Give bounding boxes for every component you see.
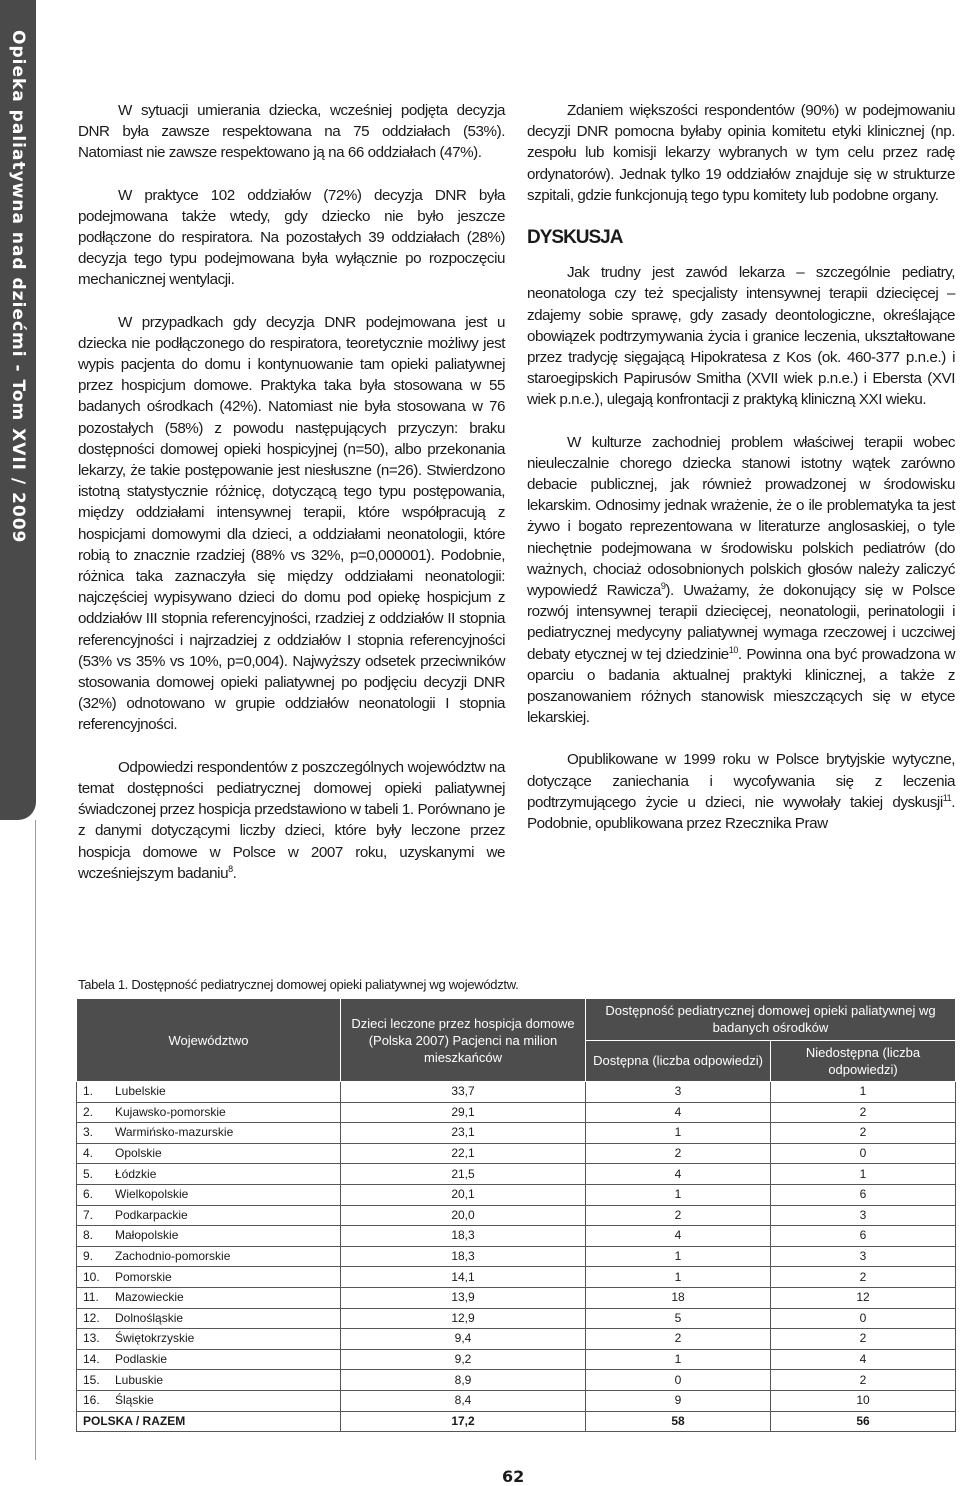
row-number: 13. (77, 1329, 110, 1350)
row-hospice: 9,2 (341, 1349, 586, 1370)
row-available: 2 (586, 1143, 771, 1164)
row-hospice: 18,3 (341, 1246, 586, 1267)
row-available: 0 (586, 1370, 771, 1391)
row-hospice: 23,1 (341, 1123, 586, 1144)
row-number: 6. (77, 1184, 110, 1205)
row-unavailable: 2 (771, 1370, 956, 1391)
right-paragraph-4 (527, 749, 955, 834)
row-hospice: 8,9 (341, 1370, 586, 1391)
row-region: Warmińsko-mazurskie (109, 1123, 341, 1144)
row-region: Lubelskie (109, 1082, 341, 1103)
header-region: Województwo (77, 999, 341, 1082)
row-number: 16. (77, 1390, 110, 1411)
row-unavailable: 3 (771, 1205, 956, 1226)
left-paragraph-4 (78, 757, 505, 884)
row-available: 1 (586, 1349, 771, 1370)
row-hospice: 13,9 (341, 1287, 586, 1308)
row-hospice: 33,7 (341, 1082, 586, 1103)
row-unavailable: 0 (771, 1143, 956, 1164)
row-available: 4 (586, 1226, 771, 1247)
row-unavailable: 2 (771, 1123, 956, 1144)
row-available: 9 (586, 1390, 771, 1411)
row-number: 8. (77, 1226, 110, 1247)
row-region: Wielkopolskie (109, 1184, 341, 1205)
row-hospice: 20,1 (341, 1184, 586, 1205)
row-region: Łódzkie (109, 1164, 341, 1185)
row-hospice: 22,1 (341, 1143, 586, 1164)
row-hospice: 18,3 (341, 1226, 586, 1247)
footnote-ref-11: 11 (942, 792, 952, 803)
table-row (77, 1370, 956, 1391)
table-row (77, 1329, 956, 1350)
total-available: 58 (586, 1411, 771, 1432)
row-hospice: 14,1 (341, 1267, 586, 1288)
row-number: 2. (77, 1102, 110, 1123)
row-region: Pomorskie (109, 1267, 341, 1288)
row-available: 3 (586, 1082, 771, 1103)
section-heading: DYSKUSJA (527, 227, 623, 249)
row-available: 5 (586, 1308, 771, 1329)
row-region: Zachodnio-pomorskie (109, 1246, 341, 1267)
table-row (77, 1102, 956, 1123)
row-number: 14. (77, 1349, 110, 1370)
row-region: Dolnośląskie (109, 1308, 341, 1329)
row-unavailable: 2 (771, 1329, 956, 1350)
row-hospice: 12,9 (341, 1308, 586, 1329)
row-hospice: 21,5 (341, 1164, 586, 1185)
right-paragraph-3-c: . Powinna ona być prowadzona w oparciu o badania aktualnej praktyki klinicznej, a także z poszanowaniem różnych stanowisk mieszczących się w etyce lekarskiej. (527, 645, 955, 727)
table-caption: Tabela 1. Dostępność pediatrycznej domowej opieki paliatywnej wg województw. (78, 977, 519, 992)
row-available: 2 (586, 1205, 771, 1226)
row-available: 1 (586, 1267, 771, 1288)
footnote-ref-9: 9 (660, 581, 666, 591)
total-unavailable: 56 (771, 1411, 956, 1432)
row-available: 4 (586, 1164, 771, 1185)
row-unavailable: 0 (771, 1308, 956, 1329)
availability-table (76, 998, 956, 1432)
table-total-row (77, 1411, 956, 1432)
row-region: Lubuskie (109, 1370, 341, 1391)
row-number: 3. (77, 1123, 110, 1144)
left-paragraph-2: W praktyce 102 oddziałów (72%) decyzja DNR była podejmowana także wtedy, gdy dziecko nie było jeszcze podłączone do respiratora. Na pozostałych 39 oddziałach (28%) decyzja tego typu podejmowana była wyłącznie po rozpoczęciu mechanicznej wentylacji. (78, 186, 505, 289)
table-row (77, 1082, 956, 1103)
table-row (77, 1390, 956, 1411)
row-unavailable: 2 (771, 1267, 956, 1288)
table-row (77, 1349, 956, 1370)
header-availability: Dostępność pediatrycznej domowej opieki paliatywnej wg badanych ośrodków (586, 999, 956, 1041)
row-region: Świętokrzyskie (109, 1329, 341, 1350)
header-available: Dostępna (liczba odpowiedzi) (586, 1040, 771, 1082)
row-number: 9. (77, 1246, 110, 1267)
right-paragraph-3-b: ). Uważamy, że dokonujący się w Polsce rozwój intensywnej terapii dziecięcej, neonatologii, perinatologii i pediatrycznej medycyny paliatywnej wymaga rzeczowej i uczciwej debaty etycznej w tej dziedzinie (527, 582, 955, 663)
table-row (77, 1123, 956, 1144)
table-row (77, 1226, 956, 1247)
table-row (77, 1287, 956, 1308)
header-unavailable: Niedostępna (liczba odpowiedzi) (771, 1040, 956, 1082)
left-paragraph-4-tail: . (232, 864, 237, 882)
row-number: 10. (77, 1267, 110, 1288)
row-unavailable: 1 (771, 1082, 956, 1103)
row-number: 7. (77, 1205, 110, 1226)
row-available: 2 (586, 1329, 771, 1350)
right-paragraph-3-a: W kulturze zachodniej problem właściwej terapii wobec nieuleczalnie chorego dziecka stanowi istotny wątek zarówno debacie publicznej, jak również prowadzonej w środowisku lekarskim. Odnosimy jednak wrażenie, że o ile problematyka ta jest żywo i bogato reprezentowana w literaturze anglosaskiej, o tyle niechętnie podejmowana w środowisku polskich pediatrów (do ważnych, chociaż odosobnionych polskich głosów należy zaliczyć wypowiedź Rawicza (527, 433, 955, 600)
left-column (78, 100, 505, 905)
right-paragraph-2: Jak trudny jest zawód lekarza – szczególnie pediatry, neonatologa czy też specjalisty intensywnej terapii dziecięcej – zdajemy sobie sprawę, gdy zasady deontologiczne, określające obowiązek podtrzymywania życia i granice leczenia, ukształtowane przez tradycję sięgającą Hipokratesa z Kos (ok. 460-377 p.n.e.) i staroegipskich Papirusów Smitha (XVII wiek p.n.e.) i Ebersta (XVI wiek p.n.e.), ulegają konfrontacji z praktyką kliniczną XXI wieku. (527, 264, 955, 409)
row-region: Opolskie (109, 1143, 341, 1164)
footnote-ref-10: 10 (728, 644, 738, 655)
row-available: 1 (586, 1246, 771, 1267)
table-row (77, 1164, 956, 1185)
row-region: Mazowieckie (109, 1287, 341, 1308)
row-region: Śląskie (109, 1390, 341, 1411)
row-hospice: 9,4 (341, 1329, 586, 1350)
row-unavailable: 4 (771, 1349, 956, 1370)
row-available: 1 (586, 1184, 771, 1205)
row-number: 4. (77, 1143, 110, 1164)
total-label: POLSKA / RAZEM (77, 1411, 341, 1432)
left-paragraph-1: W sytuacji umierania dziecka, wcześniej podjęta decyzja DNR była zawsze respektowana na 75 oddziałach (53%). Natomiast nie zawsze respektowano ją na 66 oddziałach (47%). (78, 102, 505, 162)
table-row (77, 1205, 956, 1226)
row-unavailable: 6 (771, 1184, 956, 1205)
row-hospice: 29,1 (341, 1102, 586, 1123)
page-number: 62 (502, 1467, 525, 1486)
left-paragraph-4-text: Odpowiedzi respondentów z poszczególnych województw na temat dostępności pediatrycznej domowej opieki paliatywnej świadczonej przez hospicja przedstawiono w tabeli 1. Porównano je z danymi dotyczącymi liczby dzieci, które były leczone przez hospicja domowe w Polsce w 2007 roku, uzyskanymi we wcześniejszym badaniu (78, 758, 505, 882)
row-hospice: 20,0 (341, 1205, 586, 1226)
row-region: Podkarpackie (109, 1205, 341, 1226)
side-divider (35, 820, 36, 1460)
right-paragraph-1: Zdaniem większości respondentów (90%) w podejmowaniu decyzji DNR pomocna byłaby opinia komitetu etyki klinicznej (np. zespołu lub komisji lekarzy wybranych w tym celu przez radę ordynatorów). Jednak tylko 19 oddziałów znajduje się w strukturze szpitali, gdzie funkcjonują tego typu komitety lub podobne organy. (527, 102, 955, 204)
row-unavailable: 3 (771, 1246, 956, 1267)
table-row (77, 1143, 956, 1164)
table-row (77, 1246, 956, 1267)
journal-side-title: Opieka paliatywna nad dziećmi - Tom XVII / 2009 (8, 30, 28, 544)
row-hospice: 8,4 (341, 1390, 586, 1411)
row-number: 15. (77, 1370, 110, 1391)
right-column (527, 100, 955, 855)
row-number: 5. (77, 1164, 110, 1185)
total-hospice: 17,2 (341, 1411, 586, 1432)
row-region: Kujawsko-pomorskie (109, 1102, 341, 1123)
table-body (77, 1082, 956, 1412)
row-unavailable: 10 (771, 1390, 956, 1411)
left-paragraph-3: W przypadkach gdy decyzja DNR podejmowana jest u dziecka nie podłączonego do respiratora, teoretycznie możliwy jest wypis pacjenta do domu i kontynuowanie tam opieki paliatywnej przez hospicjum domowe. Praktyka taka była stosowana w 55 badanych ośrodkach (42%). Natomiast nie była stosowana w 76 pozostałych (58%) z powodu następujących przyczyn: braku dostępności domowej opieki hospicyjnej (n=50), albo przekonania lekarzy, że takie postępowanie jest niesłuszne (n=26). Stwierdzono istotną statystycznie różnicę, dotyczącą tego typu postępowania, między oddziałami intensywnej terapii, które współpracują z hospicjami domowymi dla dzieci, a oddziałami neonatologii, które robią to znacznie rzadziej (88% vs 32%, p=0,000001). Podobnie, różnica taka zaznaczyła się między oddziałami neonatologii: najczęściej wypisywano dzieci do domu pod opiekę hospicjum z oddziałów III stopnia referencyjności, rzadziej z oddziałów II stopnia referencyjności i najrzadziej z oddziałów I stopnia referencyjności (53% vs 35% vs 10%, p=0,004). Najwyższy odsetek przeciwników stosowania domowej opieki paliatywnej po podjęciu decyzji DNR (32%) odnotowano w grupie oddziałów neonatologii I stopnia referencyjności. (78, 313, 505, 734)
row-unavailable: 6 (771, 1226, 956, 1247)
row-region: Podlaskie (109, 1349, 341, 1370)
row-number: 12. (77, 1308, 110, 1329)
row-available: 1 (586, 1123, 771, 1144)
row-available: 18 (586, 1287, 771, 1308)
table-row (77, 1308, 956, 1329)
table-row (77, 1184, 956, 1205)
row-number: 11. (77, 1287, 110, 1308)
row-region: Małopolskie (109, 1226, 341, 1247)
right-paragraph-3 (527, 432, 955, 729)
footnote-ref-8: 8 (228, 863, 233, 874)
header-hospice: Dzieci leczone przez hospicja domowe (Polska 2007) Pacjenci na milion mieszkańców (341, 999, 586, 1082)
row-number: 1. (77, 1082, 110, 1103)
row-unavailable: 2 (771, 1102, 956, 1123)
table-row (77, 1267, 956, 1288)
right-paragraph-4-a: Opublikowane w 1999 roku w Polsce brytyjskie wytyczne, dotyczące zaniechania i wycofywania się z leczenia podtrzymującego życie u dzieci, nie wywołały takiej dyskusji (527, 751, 955, 811)
row-unavailable: 12 (771, 1287, 956, 1308)
journal-side-bar (0, 0, 36, 820)
row-unavailable: 1 (771, 1164, 956, 1185)
right-paragraph-4-b: . Podobnie, opublikowana przez Rzecznika Praw (527, 793, 955, 833)
row-available: 4 (586, 1102, 771, 1123)
